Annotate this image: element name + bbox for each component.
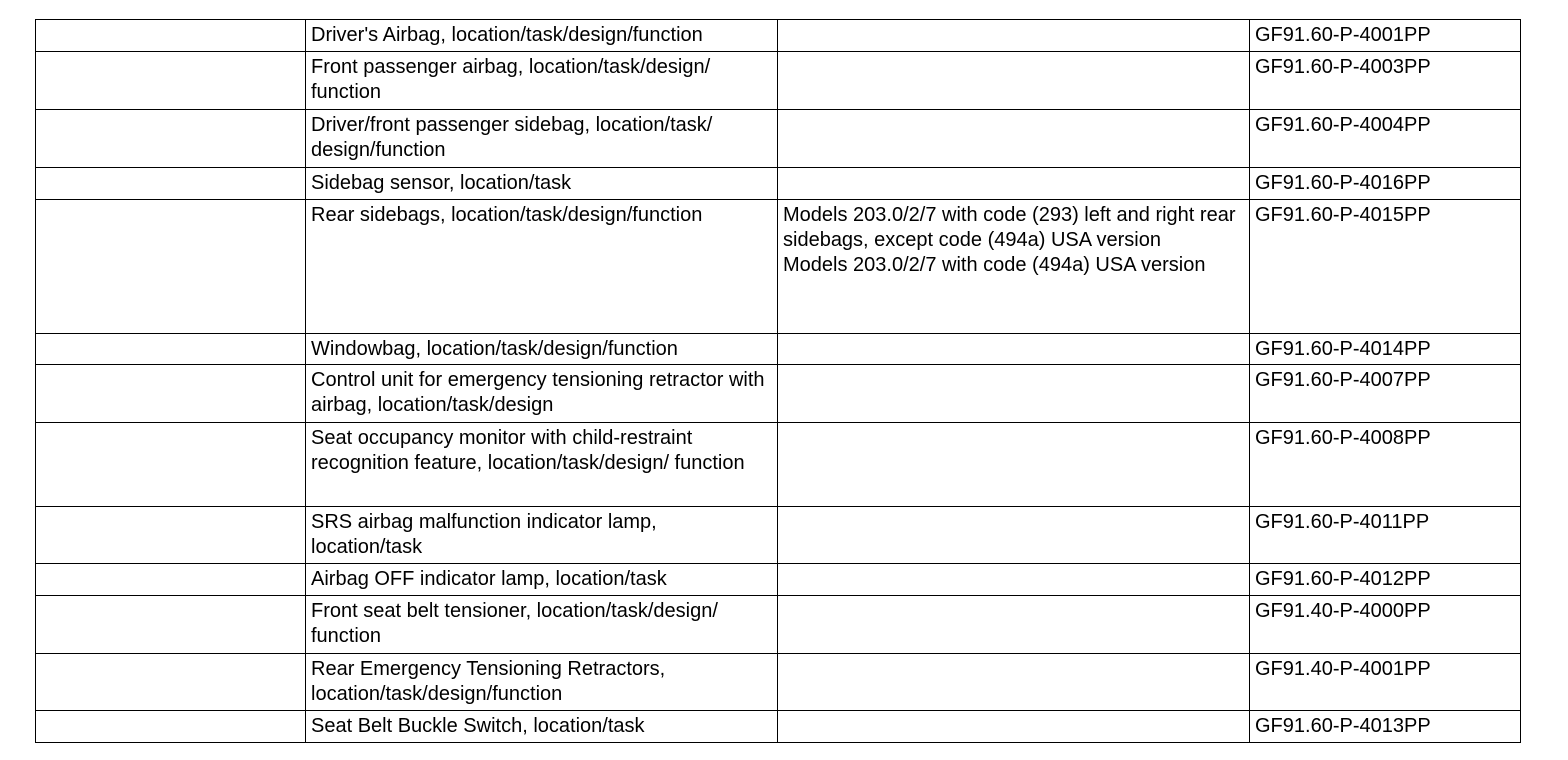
document-number-cell: GF91.60-P-4007PP <box>1250 365 1521 423</box>
blank-cell <box>36 564 306 596</box>
description-cell: Front passenger airbag, location/task/design/ function <box>306 52 778 110</box>
blank-cell <box>36 20 306 52</box>
conditions-cell <box>778 423 1250 507</box>
table-row <box>36 507 1521 564</box>
condition-text: Models 203.0/2/7 with code (293) left and right rear sidebags, except code (494a) USA version <box>783 204 1236 251</box>
document-number-cell: GF91.60-P-4016PP <box>1250 168 1521 200</box>
conditions-cell <box>778 168 1250 200</box>
table-row <box>36 334 1521 365</box>
blank-cell <box>36 168 306 200</box>
description-cell: Sidebag sensor, location/task <box>306 168 778 200</box>
document-number-cell: GF91.60-P-4015PP <box>1250 200 1521 334</box>
table-row <box>36 110 1521 168</box>
table-row <box>36 596 1521 654</box>
table-row <box>36 564 1521 596</box>
description-cell: SRS airbag malfunction indicator lamp, location/task <box>306 507 778 564</box>
conditions-cell <box>778 334 1250 365</box>
description-cell: Driver/front passenger sidebag, location/task/ design/function <box>306 110 778 168</box>
table-row <box>36 200 1521 334</box>
blank-cell <box>36 110 306 168</box>
conditions-cell <box>778 110 1250 168</box>
blank-cell <box>36 365 306 423</box>
description-cell: Seat occupancy monitor with child-restraint recognition feature, location/task/design/ function <box>306 423 778 507</box>
document-number-cell: GF91.60-P-4008PP <box>1250 423 1521 507</box>
conditions-cell <box>778 365 1250 423</box>
table-row <box>36 423 1521 507</box>
conditions-cell <box>778 20 1250 52</box>
table-row <box>36 654 1521 711</box>
table-row <box>36 365 1521 423</box>
description-cell: Front seat belt tensioner, location/task/design/ function <box>306 596 778 654</box>
conditions-cell <box>778 596 1250 654</box>
blank-cell <box>36 507 306 564</box>
document-number-cell: GF91.60-P-4012PP <box>1250 564 1521 596</box>
document-table <box>35 19 1521 743</box>
blank-cell <box>36 711 306 743</box>
table-row <box>36 168 1521 200</box>
conditions-cell <box>778 654 1250 711</box>
document-number-cell: GF91.60-P-4013PP <box>1250 711 1521 743</box>
document-number-cell: GF91.40-P-4001PP <box>1250 654 1521 711</box>
table-body <box>36 20 1521 743</box>
blank-cell <box>36 596 306 654</box>
conditions-cell <box>778 711 1250 743</box>
conditions-cell <box>778 564 1250 596</box>
document-number-cell: GF91.60-P-4014PP <box>1250 334 1521 365</box>
document-number-cell: GF91.60-P-4003PP <box>1250 52 1521 110</box>
blank-cell <box>36 423 306 507</box>
table-row <box>36 52 1521 110</box>
blank-cell <box>36 52 306 110</box>
conditions-cell <box>778 52 1250 110</box>
table-row <box>36 20 1521 52</box>
blank-cell <box>36 200 306 334</box>
blank-cell <box>36 654 306 711</box>
description-cell: Driver's Airbag, location/task/design/function <box>306 20 778 52</box>
description-cell: Rear Emergency Tensioning Retractors, location/task/design/function <box>306 654 778 711</box>
description-cell: Windowbag, location/task/design/function <box>306 334 778 365</box>
blank-cell <box>36 334 306 365</box>
condition-text: Models 203.0/2/7 with code (494a) USA version <box>783 254 1206 276</box>
document-number-cell: GF91.40-P-4000PP <box>1250 596 1521 654</box>
description-cell: Control unit for emergency tensioning retractor with airbag, location/task/design <box>306 365 778 423</box>
document-number-cell: GF91.60-P-4004PP <box>1250 110 1521 168</box>
conditions-cell <box>778 200 1250 334</box>
document-number-cell: GF91.60-P-4011PP <box>1250 507 1521 564</box>
description-cell: Rear sidebags, location/task/design/function <box>306 200 778 334</box>
conditions-cell <box>778 507 1250 564</box>
document-number-cell: GF91.60-P-4001PP <box>1250 20 1521 52</box>
description-cell: Airbag OFF indicator lamp, location/task <box>306 564 778 596</box>
description-cell: Seat Belt Buckle Switch, location/task <box>306 711 778 743</box>
table-row <box>36 711 1521 743</box>
